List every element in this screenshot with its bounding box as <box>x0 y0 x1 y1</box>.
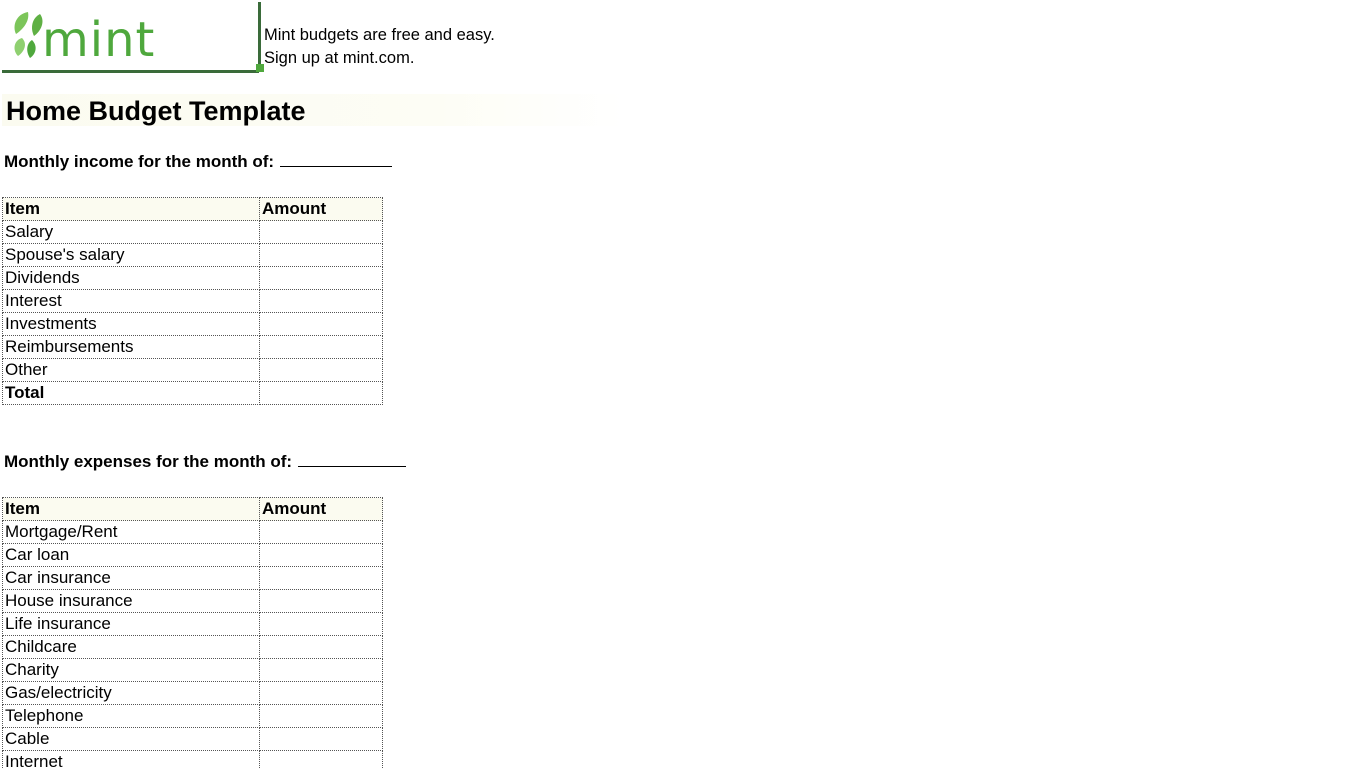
income-amount-cell[interactable] <box>260 359 383 382</box>
income-amount-cell[interactable] <box>260 313 383 336</box>
expense-item-car-insurance: Car insurance <box>3 567 260 590</box>
promo-text <box>264 24 495 70</box>
table-row <box>3 336 383 359</box>
page-title: Home Budget Template <box>6 96 306 126</box>
income-item-interest: Interest <box>3 290 260 313</box>
expense-item-cable: Cable <box>3 728 260 751</box>
table-row <box>3 728 383 751</box>
promo-line-1: Mint budgets are free and easy. <box>264 26 495 44</box>
table-row <box>3 590 383 613</box>
expense-amount-cell[interactable] <box>260 682 383 705</box>
income-table <box>2 197 383 405</box>
income-total-amount-cell[interactable] <box>260 382 383 405</box>
income-item-dividends: Dividends <box>3 267 260 290</box>
expense-amount-cell[interactable] <box>260 728 383 751</box>
expense-item-gas-electricity: Gas/electricity <box>3 682 260 705</box>
expenses-month-blank[interactable] <box>298 452 406 467</box>
mint-logo <box>2 2 259 73</box>
income-amount-cell[interactable] <box>260 336 383 359</box>
expense-item-telephone: Telephone <box>3 705 260 728</box>
expense-amount-cell[interactable] <box>260 613 383 636</box>
table-row <box>3 567 383 590</box>
expense-amount-cell[interactable] <box>260 705 383 728</box>
expense-item-mortgage-rent: Mortgage/Rent <box>3 521 260 544</box>
table-row <box>3 682 383 705</box>
income-heading <box>4 151 392 173</box>
logo-wordmark: mint <box>42 12 156 68</box>
table-row <box>3 659 383 682</box>
table-row <box>3 613 383 636</box>
expenses-heading-label: Monthly expenses for the month of: <box>4 452 293 471</box>
expenses-header-row <box>3 498 383 521</box>
expense-amount-cell[interactable] <box>260 659 383 682</box>
income-amount-cell[interactable] <box>260 290 383 313</box>
table-row <box>3 313 383 336</box>
promo-line-2[interactable]: Sign up at mint.com. <box>264 49 415 67</box>
table-row <box>3 544 383 567</box>
expense-item-car-loan: Car loan <box>3 544 260 567</box>
income-col-item-header: Item <box>3 198 260 221</box>
expense-amount-cell[interactable] <box>260 521 383 544</box>
income-amount-cell[interactable] <box>260 244 383 267</box>
expenses-heading <box>4 451 406 473</box>
income-amount-cell[interactable] <box>260 267 383 290</box>
logo-divider <box>258 2 261 70</box>
income-item-reimbursements: Reimbursements <box>3 336 260 359</box>
income-col-amount-header: Amount <box>260 198 383 221</box>
income-total-label: Total <box>3 382 260 405</box>
expenses-table <box>2 497 383 768</box>
expense-amount-cell[interactable] <box>260 751 383 768</box>
income-total-row <box>3 382 383 405</box>
logo-corner-mark <box>256 64 264 72</box>
table-row <box>3 244 383 267</box>
income-month-blank[interactable] <box>280 152 392 167</box>
table-row <box>3 267 383 290</box>
table-row <box>3 521 383 544</box>
expense-item-charity: Charity <box>3 659 260 682</box>
expense-amount-cell[interactable] <box>260 636 383 659</box>
expenses-col-item-header: Item <box>3 498 260 521</box>
income-amount-cell[interactable] <box>260 221 383 244</box>
income-header-row <box>3 198 383 221</box>
income-item-investments: Investments <box>3 313 260 336</box>
expense-item-internet: Internet <box>3 751 260 768</box>
table-row <box>3 705 383 728</box>
expense-item-childcare: Childcare <box>3 636 260 659</box>
table-row <box>3 636 383 659</box>
income-item-other: Other <box>3 359 260 382</box>
income-item-salary: Salary <box>3 221 260 244</box>
income-item-spouse-salary: Spouse's salary <box>3 244 260 267</box>
income-heading-label: Monthly income for the month of: <box>4 152 275 171</box>
expense-amount-cell[interactable] <box>260 567 383 590</box>
expense-amount-cell[interactable] <box>260 544 383 567</box>
table-row <box>3 290 383 313</box>
expense-amount-cell[interactable] <box>260 590 383 613</box>
table-row <box>3 359 383 382</box>
table-row <box>3 221 383 244</box>
expenses-col-amount-header: Amount <box>260 498 383 521</box>
table-row <box>3 751 383 768</box>
expense-item-house-insurance: House insurance <box>3 590 260 613</box>
expense-item-life-insurance: Life insurance <box>3 613 260 636</box>
